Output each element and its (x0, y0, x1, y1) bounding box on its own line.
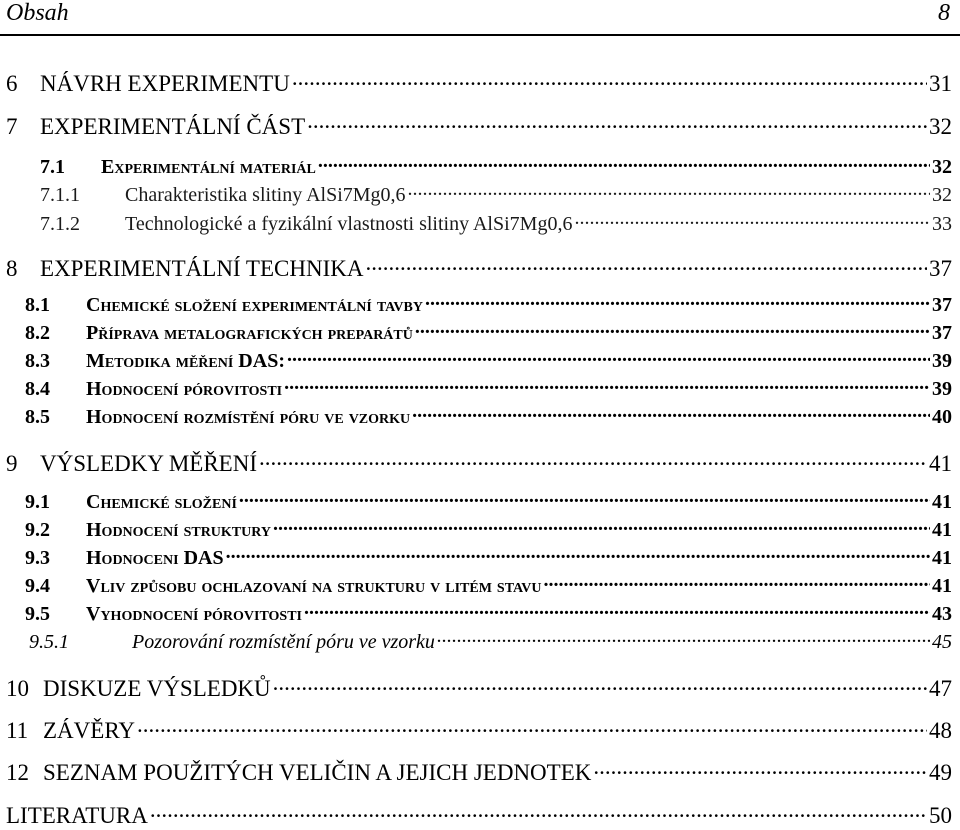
toc-leader (412, 403, 930, 423)
toc-number: 9.5 (25, 603, 50, 625)
toc-leader (437, 628, 930, 648)
toc-entry-8-1[interactable] (25, 291, 952, 321)
toc-entry-8[interactable] (6, 253, 952, 283)
toc-page: 41 (929, 451, 952, 476)
toc-page: 48 (929, 718, 952, 743)
toc-number: 12 (6, 760, 29, 785)
toc-entry-8-2[interactable] (25, 319, 952, 349)
toc-entry-8-5[interactable] (25, 403, 952, 433)
toc-page: 32 (929, 114, 952, 139)
header-title: Obsah (6, 0, 69, 26)
toc-page: 49 (929, 760, 952, 785)
toc-title: Chemické složení (86, 491, 237, 513)
toc-number: 6 (6, 71, 18, 96)
toc-leader (593, 757, 927, 780)
toc-entry-7-1-2[interactable] (40, 210, 952, 240)
toc-title: SEZNAM POUŽITÝCH VELIČIN A JEJICH JEDNOTEK (43, 760, 592, 785)
toc-title: NÁVRH EXPERIMENTU (40, 71, 290, 96)
toc-entry-9[interactable] (6, 448, 952, 478)
toc-page: 39 (932, 350, 952, 372)
toc-page: 37 (929, 256, 952, 281)
toc-title: Charakteristika slitiny AlSi7Mg0,6 (125, 184, 406, 206)
page-header (0, 0, 960, 36)
toc-page: 50 (929, 803, 952, 828)
toc-entry-6[interactable] (6, 68, 952, 98)
toc-number: 8.4 (25, 378, 50, 400)
toc-entry-literatura[interactable] (6, 800, 952, 830)
toc-leader (150, 800, 927, 823)
toc-leader (292, 68, 927, 91)
toc-title: LITERATURA (6, 803, 148, 828)
toc-page: 41 (932, 491, 952, 513)
toc-entry-7-1[interactable] (40, 153, 952, 183)
toc-number: 10 (6, 676, 29, 701)
toc-number: 7.1.2 (40, 213, 80, 235)
toc-title: DISKUZE VÝSLEDKŮ (43, 676, 271, 701)
toc-title: Pozorování rozmístění póru ve vzorku (132, 631, 435, 653)
toc-leader (574, 210, 930, 230)
toc-number: 9.4 (25, 575, 50, 597)
toc-title: Experimentální materiál (101, 156, 316, 178)
toc-page: 39 (932, 378, 952, 400)
toc-entry-9-5[interactable] (25, 600, 952, 630)
toc-title: EXPERIMENTÁLNÍ TECHNIKA (40, 256, 364, 281)
toc-entry-7-1-1[interactable] (40, 181, 952, 211)
toc-number: 9.3 (25, 547, 50, 569)
toc-leader (273, 673, 927, 696)
toc-title: Hodnocení struktury (86, 519, 271, 541)
toc-number: 9.1 (25, 491, 50, 513)
toc-title: Příprava metalografických preparátů (86, 322, 413, 344)
toc-page: 37 (932, 322, 952, 344)
toc-number: 7 (6, 114, 18, 139)
toc-number: 9 (6, 451, 18, 476)
toc-page: 41 (932, 547, 952, 569)
toc-title: Technologické a fyzikální vlastnosti slitiny AlSi7Mg0,6 (125, 213, 573, 235)
toc-title: Hodnocení pórovitosti (86, 378, 283, 400)
toc-leader (273, 516, 930, 536)
toc-page: 41 (932, 575, 952, 597)
toc-page: 32 (932, 184, 952, 206)
toc-number: 8 (6, 256, 18, 281)
toc-leader (425, 291, 930, 311)
toc-entry-7[interactable] (6, 111, 952, 141)
toc-page: 47 (929, 676, 952, 701)
toc-entry-8-3[interactable] (25, 347, 952, 377)
toc-title: Vyhodnocení pórovitosti (86, 603, 302, 625)
toc-number: 7.1 (40, 156, 65, 178)
toc-number: 8.1 (25, 294, 50, 316)
toc-page: 32 (932, 156, 952, 178)
toc-number: 8.2 (25, 322, 50, 344)
toc-page: 40 (932, 406, 952, 428)
toc-leader (365, 253, 927, 276)
toc-leader (415, 319, 930, 339)
toc-entry-9-4[interactable] (25, 572, 952, 602)
toc-title: Hodnoceni DAS (86, 547, 224, 569)
toc-number: 9.2 (25, 519, 50, 541)
toc-leader (544, 572, 930, 592)
toc-number: 8.5 (25, 406, 50, 428)
toc-page: 45 (932, 631, 952, 653)
toc-page: 37 (932, 294, 952, 316)
toc-leader (304, 600, 930, 620)
toc-entry-9-1[interactable] (25, 488, 952, 518)
toc-title: Metodika měření DAS: (86, 350, 285, 372)
toc-page: 31 (929, 71, 952, 96)
toc-title: Chemické složení experimentální tavby (86, 294, 423, 316)
toc-leader (318, 153, 930, 173)
toc-number: 9.5.1 (29, 631, 69, 653)
toc-number: 7.1.1 (40, 184, 80, 206)
toc-title: EXPERIMENTÁLNÍ ČÁST (40, 114, 306, 139)
toc-entry-9-3[interactable] (25, 544, 952, 574)
toc-entry-9-5-1[interactable] (29, 628, 952, 658)
toc-leader (307, 111, 927, 134)
toc-leader (287, 347, 930, 367)
toc-title: ZÁVĚRY (43, 718, 135, 743)
toc-leader (284, 375, 930, 395)
toc-entry-10[interactable] (6, 673, 952, 703)
toc-entry-9-2[interactable] (25, 516, 952, 546)
toc-number: 8.3 (25, 350, 50, 372)
toc-page: 43 (932, 603, 952, 625)
toc-entry-12[interactable] (6, 757, 952, 787)
toc-entry-8-4[interactable] (25, 375, 952, 405)
toc-title: VÝSLEDKY MĚŘENÍ (40, 451, 257, 476)
toc-page: 33 (932, 213, 952, 235)
toc-title: Hodnocení rozmístění póru ve vzorku (86, 406, 411, 428)
toc-leader (259, 448, 927, 471)
toc-leader (239, 488, 930, 508)
toc-leader (226, 544, 930, 564)
toc-number: 11 (6, 718, 29, 743)
toc-leader (137, 715, 927, 738)
toc-page: 41 (932, 519, 952, 541)
header-page-number: 8 (938, 0, 950, 26)
toc-leader (408, 181, 930, 201)
toc-entry-11[interactable] (6, 715, 952, 745)
toc-title: Vliv způsobu ochlazovaní na strukturu v litém stavu (86, 575, 542, 597)
